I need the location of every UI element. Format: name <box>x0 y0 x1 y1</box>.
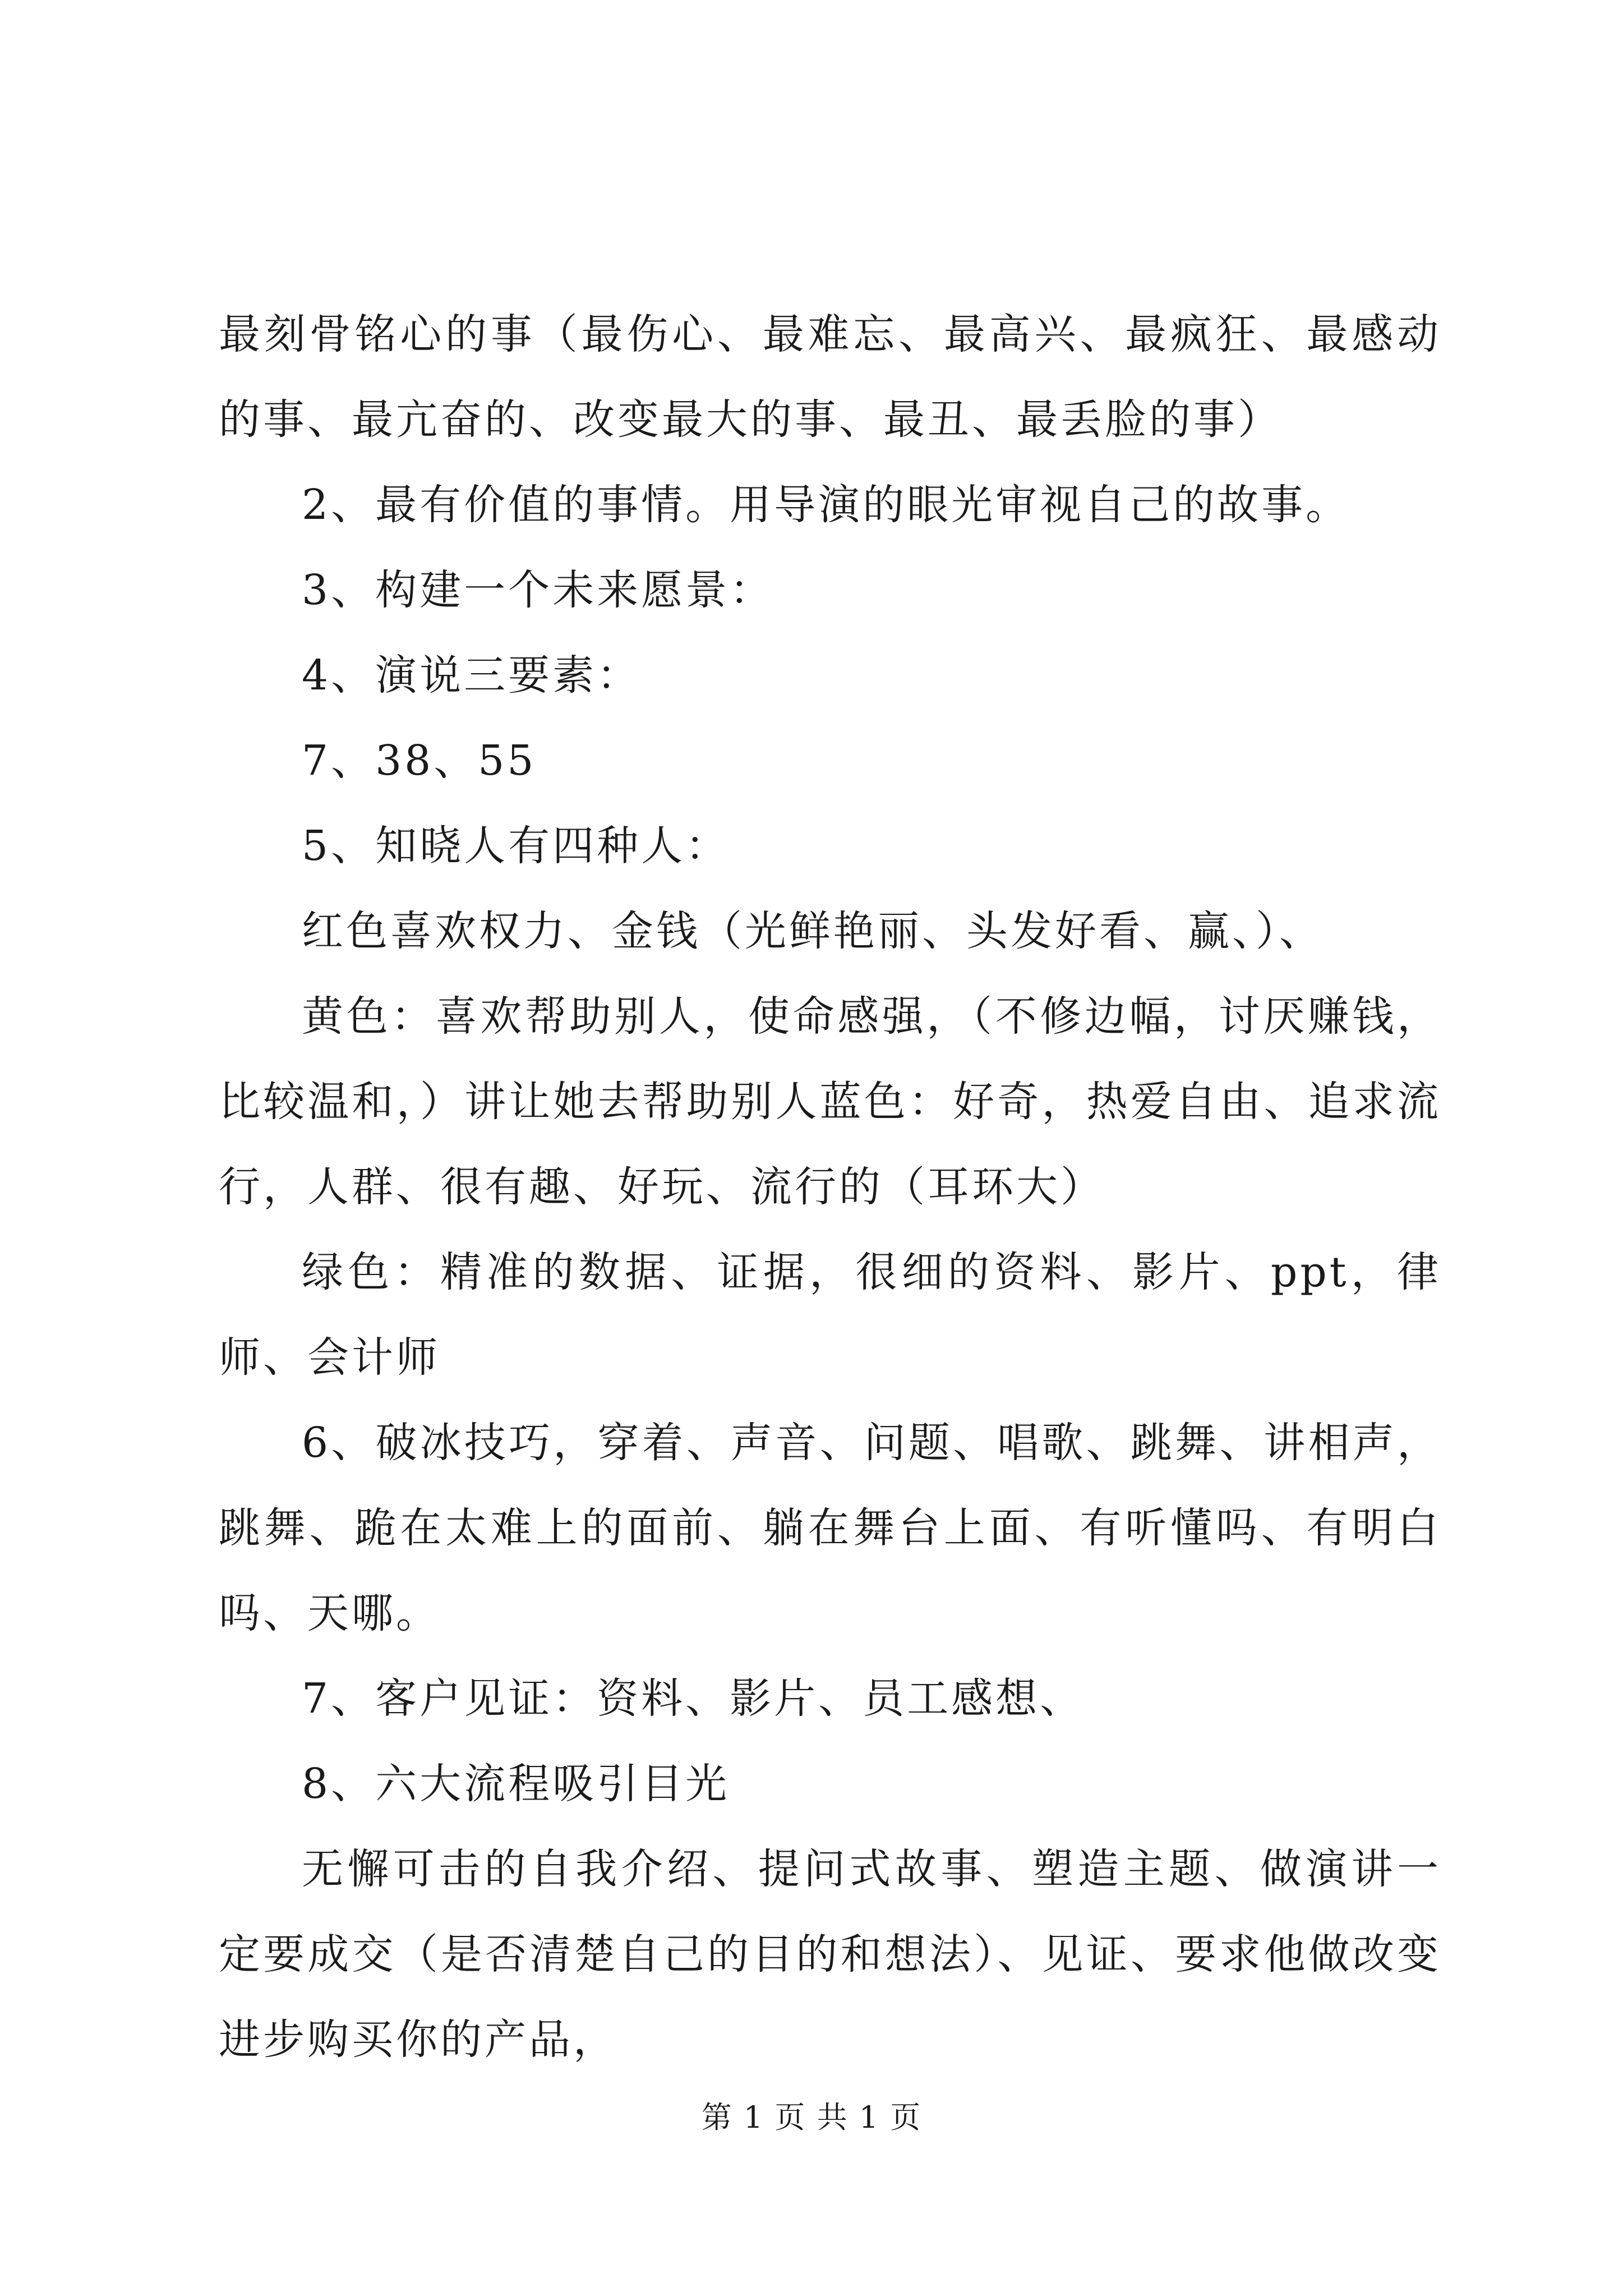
paragraph-12: 8、六大流程吸引目光 <box>302 1760 730 1808</box>
paragraph-1: 最刻骨铭心的事（最伤心、最难忘、最高兴、最疯狂、最感动的事、最亢奋的、改变最大的事、最丑、最丢脸的事） <box>219 310 1441 444</box>
paragraph-3: 3、构建一个未来愿景： <box>302 566 774 614</box>
paragraph-2: 2、最有价值的事情。用导演的眼光审视自己的故事。 <box>302 481 1350 529</box>
paragraph-9: 绿色：精准的数据、证据，很细的资料、影片、ppt，律师、会计师 <box>219 1248 1441 1382</box>
paragraph-4: 4、演说三要素： <box>302 651 642 700</box>
page-footer: 第 1 页 共 1 页 <box>701 2100 922 2135</box>
paragraph-5: 7、38、55 <box>302 737 537 785</box>
paragraph-7: 红色喜欢权力、金钱（光鲜艳丽、头发好看、赢、）、 <box>302 907 1324 955</box>
paragraph-11: 7、客户见证：资料、影片、员工感想、 <box>302 1674 1085 1723</box>
paragraph-10: 6、破冰技巧，穿着、声音、问题、唱歌、跳舞、讲相声，跳舞、跪在太难上的面前、躺在舞台上面、有听懂吗、有明白吗、天哪。 <box>219 1419 1441 1637</box>
document-body <box>219 292 1441 2082</box>
paragraph-8: 黄色：喜欢帮助别人，使命感强，（不修边幅，讨厌赚钱，比较温和，）讲让她去帮助别人蓝色：好奇，热爱自由、追求流行，人群、很有趣、好玩、流行的（耳环大） <box>219 992 1441 1211</box>
paragraph-13: 无懈可击的自我介绍、提问式故事、塑造主题、做演讲一定要成交（是否清楚自己的目的和想法）、见证、要求他做改变进步购买你的产品， <box>219 1845 1441 2064</box>
paragraph-6: 5、知晓人有四种人： <box>302 822 730 870</box>
